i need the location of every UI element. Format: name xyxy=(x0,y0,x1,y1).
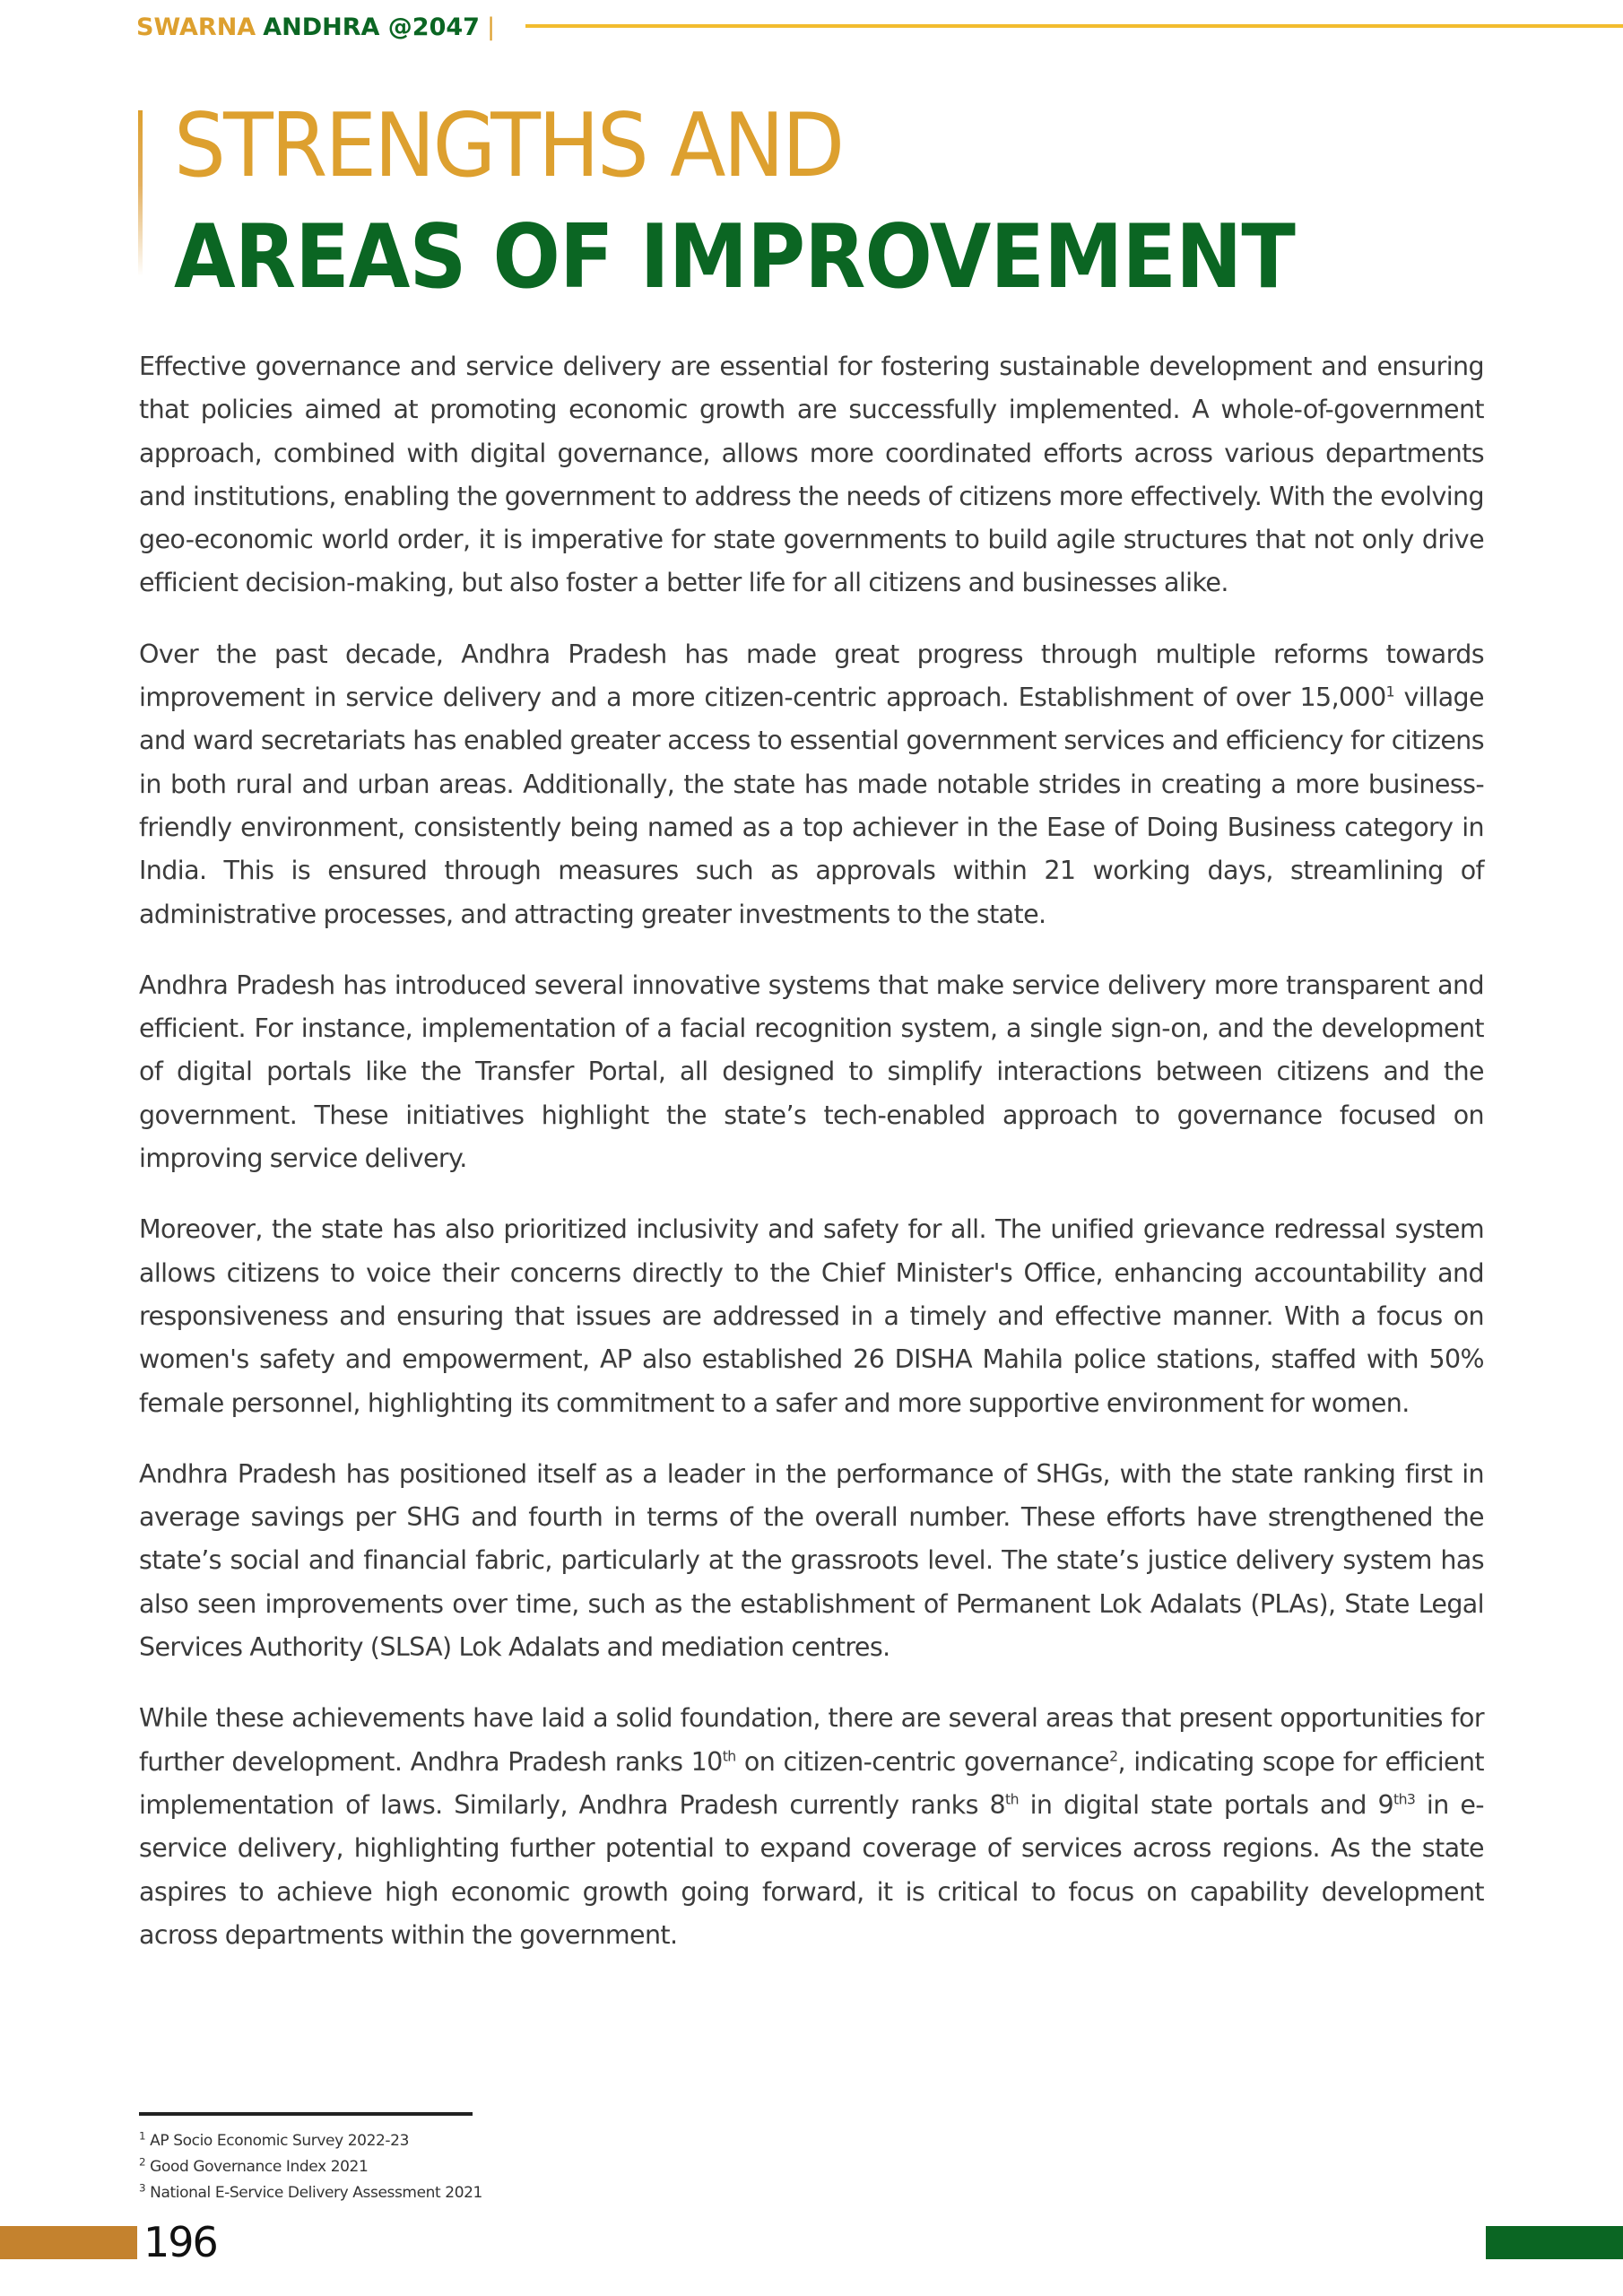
footnote-ref-1[interactable]: 1 xyxy=(1385,683,1394,700)
footer-gold-band xyxy=(0,2226,137,2259)
footnote-3 xyxy=(139,2180,482,2206)
page-title-line-1: STRENGTHS AND xyxy=(174,95,843,197)
footnotes xyxy=(139,2128,482,2206)
page-title-line-2: AREAS OF IMPROVEMENT xyxy=(174,206,1296,309)
header-rule xyxy=(525,24,1623,28)
title-accent-bar xyxy=(138,110,143,276)
footer-green-band xyxy=(1486,2226,1623,2259)
paragraph-inclusivity-safety: Moreover, the state has also prioritized inclusivity and safety for all. The unified grievance redressal system allows citizens to voice their concerns directly to the Chief Minister's Office, enhancing accountability and responsiveness and ensuring that issues are addressed in a timely and effective manner. With a focus on women's safety and empowerment, AP also established 26 DISHA Mahila police stations, staffed with 50% female personnel, highlighting its commitment to a safer and more supportive environment for women. xyxy=(139,1214,1484,1418)
footnote-2 xyxy=(139,2154,482,2180)
paragraph-text: village and ward secretariats has enabled greater access to essential government services and efficiency for citizens in both rural and urban areas. Additionally, the state has made notable strides in creating a more business-friendly environment, consistently being named as a top achiever in the Ease of Doing Business category in India. This is ensured through measures such as approvals within 21 working days, streamlining of administrative processes, and attracting greater investments to the state. xyxy=(139,683,1484,929)
running-header xyxy=(136,11,495,43)
header-brand-swarna: SWARNA xyxy=(136,13,256,41)
paragraph-text: in e-service delivery, highlighting further potential to expand coverage of services across regions. As the state aspires to achieve high economic growth going forward, it is critical to focus on capability development across departments within the government. xyxy=(139,1789,1484,1950)
ordinal-suffix: th xyxy=(1005,1790,1019,1808)
footnote-marker: 3 xyxy=(139,2181,146,2195)
paragraph-text: in digital state portals and 9 xyxy=(1018,1789,1394,1820)
paragraph-text: While these achievements have laid a solid foundation, there are several areas that present opportunities for further development. Andhra Pradesh ranks 10 xyxy=(139,1703,1484,1777)
paragraph-shg-performance: Andhra Pradesh has positioned itself as a leader in the performance of SHGs, with the state ranking first in average savings per SHG and fourth in terms of the overall number. These efforts have strengthened the state’s social and financial fabric, particularly at the grassroots level. The state’s justice delivery system has also seen improvements over time, such as the establishment of Permanent Lok Adalats (PLAs), State Legal Services Authority (SLSA) Lok Adalats and mediation centres. xyxy=(139,1458,1484,1663)
paragraph-governance-intro: Effective governance and service delivery are essential for fostering sustainable development and ensuring that policies aimed at promoting economic growth are successfully implemented. A whole-of-government approach, combined with digital governance, allows more coordinated efforts across various departments and institutions, enabling the government to address the needs of citizens more effectively. With the evolving geo-economic world order, it is imperative for state governments to build agile structures that not only drive efficient decision-making, but also foster a better life for all citizens and businesses alike. xyxy=(139,352,1484,598)
page-number: 196 xyxy=(143,2218,217,2266)
footnote-text: AP Socio Economic Survey 2022-23 xyxy=(145,2132,409,2150)
body-content xyxy=(139,345,1484,1985)
paragraph-past-decade xyxy=(139,633,1484,936)
paragraph-areas-of-improvement xyxy=(139,1697,1484,1957)
footnote-marker: 1 xyxy=(139,2129,146,2143)
footnote-ref-3[interactable]: th3 xyxy=(1393,1790,1416,1808)
footnote-text: Good Governance Index 2021 xyxy=(145,2158,369,2176)
footnote-ref-2[interactable]: 2 xyxy=(1109,1747,1118,1765)
paragraph-text: Over the past decade, Andhra Pradesh has made great progress through multiple reforms towards improvement in service delivery and a more citizen-centric approach. Establishment of over 15,000 xyxy=(139,639,1484,713)
paragraph-text: on citizen-centric governance xyxy=(735,1746,1110,1777)
paragraph-text: , indicating scope for efficient implementation of laws. Similarly, Andhra Pradesh currently ranks 8 xyxy=(139,1746,1484,1820)
header-brand-andhra: ANDHRA @2047 xyxy=(263,13,480,41)
ordinal-suffix: th xyxy=(722,1747,736,1765)
footnote-marker: 2 xyxy=(139,2155,146,2169)
paragraph-innovative-systems: Andhra Pradesh has introduced several innovative systems that make service delivery more transparent and efficient. For instance, implementation of a facial recognition system, a single sign-on, and the development of digital portals like the Transfer Portal, all designed to simplify interactions between citizens and the government. These initiatives highlight the state’s tech-enabled approach to governance focused on improving service delivery. xyxy=(139,970,1484,1174)
footnote-text: National E-Service Delivery Assessment 2021 xyxy=(145,2184,482,2202)
footnote-1 xyxy=(139,2128,482,2154)
footnote-divider xyxy=(139,2112,473,2116)
header-separator: | xyxy=(486,13,496,41)
